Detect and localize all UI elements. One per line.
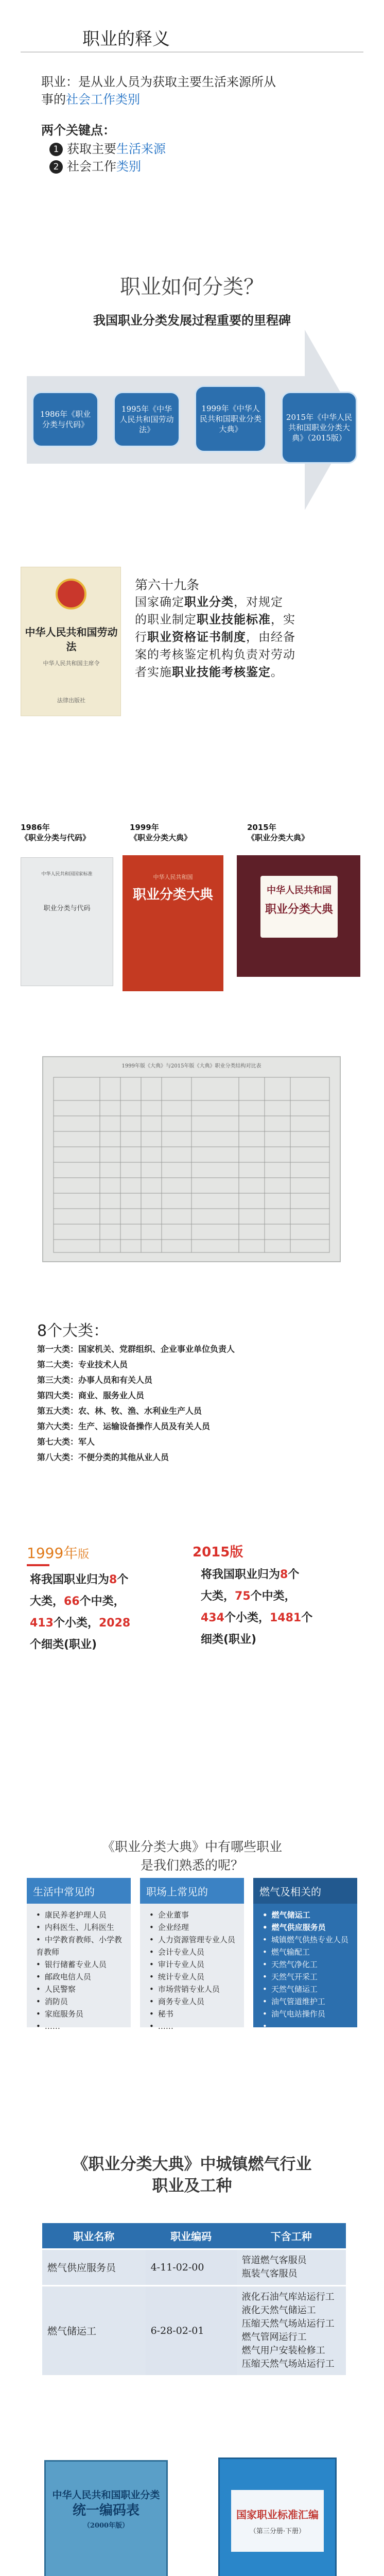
timeline-node-1986: 1986年《职业分类与代码》 <box>32 392 99 447</box>
definition-title: 职业的释义 <box>82 29 170 49</box>
keypoint-2: 2 社会工作类别 <box>49 158 141 175</box>
job-types: 管道燃气客服员 瓶装气客服员 <box>237 2249 346 2285</box>
category-item: 第七大类：军人 <box>37 1437 95 1447</box>
cover-1986: 中华人民共和国国家标准 职业分类与代码 <box>21 857 113 986</box>
keypoints-title: 两个关键点： <box>41 123 115 138</box>
gas-jobs-table <box>42 2223 346 2375</box>
job-types: 液化石油气库站运行工 液化天然气储运工 压缩天然气场站运行工 燃气管网运行工 燃气用户安装检修工 压缩天然气场站运行工 <box>237 2285 346 2375</box>
cover-label-2015: 2015年 《职业分类大典》 <box>247 823 309 842</box>
table-photo-caption: 1999年版《大典》与2015年版《大典》职业分类结构对比表 <box>121 1063 261 1069</box>
cover-label-1999: 1999年 《职业分类大典》 <box>130 823 192 842</box>
article-text: 国家确定职业分类，对规定 的职业制定职业技能标准，实 行职业资格证书制度，由经备 案的考核鉴定机构负责对劳动 者实施职业技能考核鉴定。 <box>135 595 295 679</box>
category-item: 第一大类：国家机关、党群组织、企业事业单位负责人 <box>37 1344 235 1354</box>
column-heading: 生活中常见的 <box>27 1878 131 1904</box>
version-2015-text: 将我国职业归为8个 大类，75个中类， 434个小类，1481个 细类(职业) <box>201 1568 313 1646</box>
timeline-node-2015: 2015年《中华人民共和国职业分类大典》（2015版） <box>281 392 357 464</box>
comparison-table-photo <box>42 1056 341 1262</box>
column-heading: 燃气及相关的 <box>253 1878 357 1904</box>
book-title: 中华人民共和国劳动法 <box>25 626 118 653</box>
labor-law-book <box>21 567 121 716</box>
national-emblem-icon <box>56 579 86 609</box>
book-label-plate <box>231 2490 324 2552</box>
definition-text: 职业：是从业人员为获取主要生活来源所从 事的社会工作类别 <box>41 75 276 107</box>
divider <box>21 52 363 53</box>
category-item: 第三大类：办事人员和有关人员 <box>37 1375 153 1385</box>
gas-industry-title: 《职业分类大典》中城镇燃气行业 职业及工种 <box>72 2155 312 2195</box>
definition-link: 社会工作类别 <box>66 92 140 107</box>
category-item: 第八大类：不便分类的其他从业人员 <box>37 1452 169 1462</box>
header-job-code: 职业编码 <box>146 2223 237 2249</box>
table-photo-grid <box>43 1072 340 1258</box>
cover-2015-label-plate: 中华人民共和国 职业分类大典 <box>260 876 338 938</box>
book-publisher: 法律出版社 <box>57 697 85 704</box>
number-2-icon: 2 <box>49 160 63 174</box>
table-row <box>42 2285 346 2375</box>
column-heading: 职场上常见的 <box>140 1878 244 1904</box>
column-workplace: 职场上常见的 • 企业董事 • 企业经理 • 人力资源管理专业人员 • 会计专业人员 • 审计专业人员 • 统计专业人员 • 市场营销专业人员 • 商务专业人员 • 秘书 • …… <box>140 1878 244 2027</box>
header-job-name: 职业名称 <box>42 2223 146 2249</box>
version-2015-heading: 2015版 <box>193 1545 243 1560</box>
category-item: 第五大类：农、林、牧、渔、水利业生产人员 <box>37 1406 202 1416</box>
category-item: 第四大类：商业、服务业人员 <box>37 1391 145 1400</box>
red-underline <box>27 1564 49 1566</box>
standards-book <box>218 2458 337 2576</box>
table-row <box>42 2249 346 2285</box>
job-name: 燃气供应服务员 <box>42 2249 146 2285</box>
number-1-icon: 1 <box>49 143 63 156</box>
familiar-jobs-title: 《职业分类大典》中有哪些职业 是我们熟悉的呢？ <box>101 1839 282 1873</box>
column-daily-life: 生活中常见的 • 康民养老护理人员 • 内科医生、儿科医生 • 中学教育教师、小学教育教师 • 银行储蓄专业人员 • 邮政电信人员 • 人民警察 • 消防员 • 家庭服务员 • …… <box>27 1878 131 2027</box>
column-gas-related: 燃气及相关的 • 燃气储运工 • 燃气供应服务员 • 城镇燃气供热专业人员 • 燃气输配工 • 天然气净化工 • 天然气开采工 • 天然气储运工 • 油气管道维护工 • 油气电站操作员 • …… <box>253 1878 357 2027</box>
table-header-row <box>42 2223 346 2249</box>
classification-title: 职业如何分类？ <box>120 275 264 299</box>
milestone-subtitle: 我国职业分类发展过程重要的里程碑 <box>93 313 291 328</box>
coding-table-book <box>44 2460 168 2576</box>
job-code: 4-11-02-00 <box>146 2249 237 2285</box>
header-job-types: 下含工种 <box>237 2223 346 2249</box>
timeline-node-1995: 1995年《中华人民共和国劳动法》 <box>113 392 180 447</box>
category-item: 第六大类：生产、运输设备操作人员及有关人员 <box>37 1421 211 1431</box>
version-1999-heading: 1999年版 <box>27 1545 90 1562</box>
cover-label-1986: 1986年 《职业分类与代码》 <box>21 823 91 842</box>
cover-2015 <box>237 855 360 977</box>
book-title: 国家职业标准汇编 <box>236 2509 319 2521</box>
category-item: 第二大类：专业技术人员 <box>37 1360 128 1369</box>
job-name: 燃气储运工 <box>42 2285 146 2375</box>
book-subtitle: 中华人民共和国主席令 <box>43 660 100 667</box>
timeline-node-1999: 1999年《中华人民共和国职业分类大典》 <box>195 385 267 452</box>
major-categories-title: 8个大类： <box>37 1322 109 1340</box>
familiar-jobs-columns <box>27 1878 357 2031</box>
job-code: 6-28-02-01 <box>146 2285 237 2375</box>
book-title: 中华人民共和国职业分类 统一编码表 （2000年版） <box>52 2489 160 2530</box>
keypoint-1: 1 获取主要生活来源 <box>49 140 166 158</box>
version-1999-text: 将我国职业归为8个 大类，66个中类， 413个小类，2028 个细类(职业) <box>30 1573 131 1651</box>
major-categories-list <box>37 1342 366 1465</box>
article-title: 第六十九条 <box>135 578 200 592</box>
cover-1999: 中华人民共和国 职业分类大典 <box>123 855 223 991</box>
book-subtitle: （第三分册·下册） <box>249 2528 306 2535</box>
